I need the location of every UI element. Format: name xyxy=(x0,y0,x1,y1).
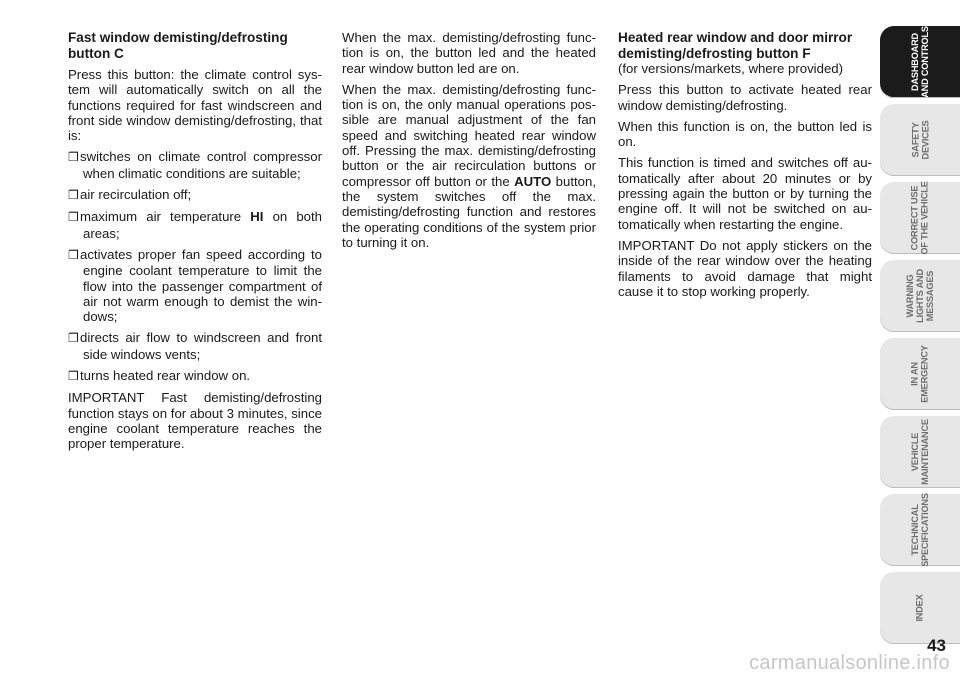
paragraph-activate: Press this button to activate heated rear window demisting/defrosting. xyxy=(618,82,872,113)
list-item: ❒activates proper fan speed according to engine coolant temperature to limit the flow into the passenger compartment of air not warm enough to demist the windows; xyxy=(68,246,322,325)
tab-correct-use[interactable]: CORRECT USE OF THE VEHICLE xyxy=(880,182,960,254)
checkbox-bullet-icon: ❒ xyxy=(68,210,79,225)
checkbox-bullet-icon: ❒ xyxy=(68,331,79,346)
section-heading-heated-rear-window: Heated rear window and door mirror demisting/defrosting button F xyxy=(618,30,853,61)
checkbox-bullet-icon: ❒ xyxy=(68,369,79,384)
tab-index[interactable]: INDEX xyxy=(880,572,960,644)
list-item: ❒air recirculation off; xyxy=(68,187,192,203)
tab-in-an-emergency[interactable]: IN AN EMERGENCY xyxy=(880,338,960,410)
checkbox-bullet-icon: ❒ xyxy=(68,150,79,165)
paragraph-manual-operations: When the max. demisting/defrosting function is on, the only manual operations possible are manual adjustment of the fan speed and switching heated rear window off. Pressing the max. demisting/defrosting button or the air recirculation buttons or compressor off button or the AUTO button, the system switches off the max. demisting/defrosting function and restores the operating conditions of the system prior to turning it on. xyxy=(342,81,596,250)
column-2 xyxy=(342,30,596,256)
important-note: IMPORTANT Do not apply stickers on the inside of the rear window over the heating filaments to avoid damage that might cause it to stop working properly. xyxy=(618,237,872,299)
paragraph-timer: This function is timed and switches off automatically after about 20 minutes or by pressing again the button or by turning the engine off. It will not be switched on automatically when restarting the engine. xyxy=(618,155,872,232)
list-item: ❒maximum air temperature HI on both areas; xyxy=(68,209,323,241)
tab-dashboard-and-controls[interactable]: DASHBOARD AND CONTROLS xyxy=(880,26,960,98)
chapter-tabs xyxy=(880,26,960,638)
section-heading-fast-demisting: Fast window demisting/defrosting button C xyxy=(68,30,288,61)
keyword-auto: AUTO xyxy=(514,173,552,189)
checkbox-bullet-icon: ❒ xyxy=(68,247,79,262)
list-item: ❒switches on climate control compressor when climatic conditions are suitable; xyxy=(68,149,322,181)
intro-paragraph: Press this button: the climate control system will automatically switch on all the functions required for fast windscreen and front side window demisting/defrosting, that is: xyxy=(68,67,322,144)
column-1 xyxy=(68,30,322,458)
important-note: IMPORTANT Fast demisting/defrosting function stays on for about 3 minutes, since engine coolant temperature reaches the proper temperature. xyxy=(68,390,322,452)
column-3 xyxy=(618,30,872,305)
tab-safety-devices[interactable]: SAFETY DEVICES xyxy=(880,104,960,176)
function-list xyxy=(68,149,322,384)
keyword-hi: HI xyxy=(250,209,264,225)
watermark: carmanualsonline.info xyxy=(749,652,950,674)
tab-warning-lights[interactable]: WARNING LIGHTS AND MESSAGES xyxy=(880,260,960,332)
page-number: 43 xyxy=(927,636,946,655)
list-item: ❒turns heated rear window on. xyxy=(68,368,251,384)
checkbox-bullet-icon: ❒ xyxy=(68,188,79,203)
list-item: ❒directs air flow to windscreen and front side windows vents; xyxy=(68,330,322,362)
tab-technical-specifications[interactable]: TECHNICAL SPECIFICATIONS xyxy=(880,494,960,566)
paragraph-led-status: When the max. demisting/defrosting function is on, the button led and the heated rear window button led are on. xyxy=(342,30,596,76)
tab-vehicle-maintenance[interactable]: VEHICLE MAINTENANCE xyxy=(880,416,960,488)
paragraph-led: When this function is on, the button led is on. xyxy=(618,118,872,150)
availability-note: (for versions/markets, where provided) xyxy=(618,61,843,76)
